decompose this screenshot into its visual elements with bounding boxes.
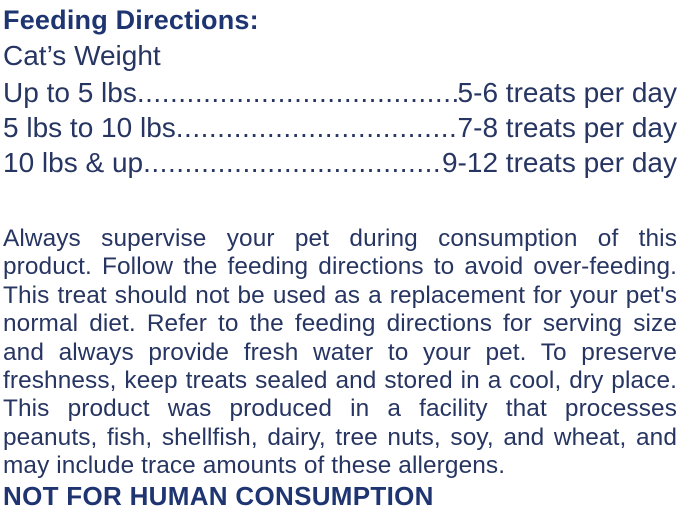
weight-range: 5 lbs to 10 lbs [3,112,176,143]
consumption-warning: NOT FOR HUMAN CONSUMPTION [3,480,434,511]
dot-leader [143,145,442,180]
dot-leader [176,110,458,145]
feeding-row [3,110,677,145]
cats-weight-header: Cat’s Weight [3,40,161,71]
dot-leader [137,75,458,110]
feeding-table [3,75,677,180]
feeding-directions-title: Feeding Directions: [3,5,259,35]
feeding-row [3,145,677,180]
disclaimer-paragraph: Always supervise your pet during consumption of this product. Follow the feeding directions to avoid over-feeding. This treat should not be used as a replacement for your pet's normal diet. Refer to the feeding directions for serving size and always provide fresh water to your pet. To preserve freshness, keep treats sealed and stored in a cool, dry place. This product was produced in a facility that processes peanuts, fish, shellfish, dairy, tree nuts, soy, and wheat, and may include trace amounts of these allergens. [3,225,677,480]
treat-amount: 9-12 treats per day [441,147,677,178]
weight-range: 10 lbs & up [3,147,144,178]
weight-range: Up to 5 lbs [3,77,137,108]
treat-amount: 7-8 treats per day [457,112,677,143]
feeding-row [3,75,677,110]
treat-amount: 5-6 treats per day [457,77,677,108]
